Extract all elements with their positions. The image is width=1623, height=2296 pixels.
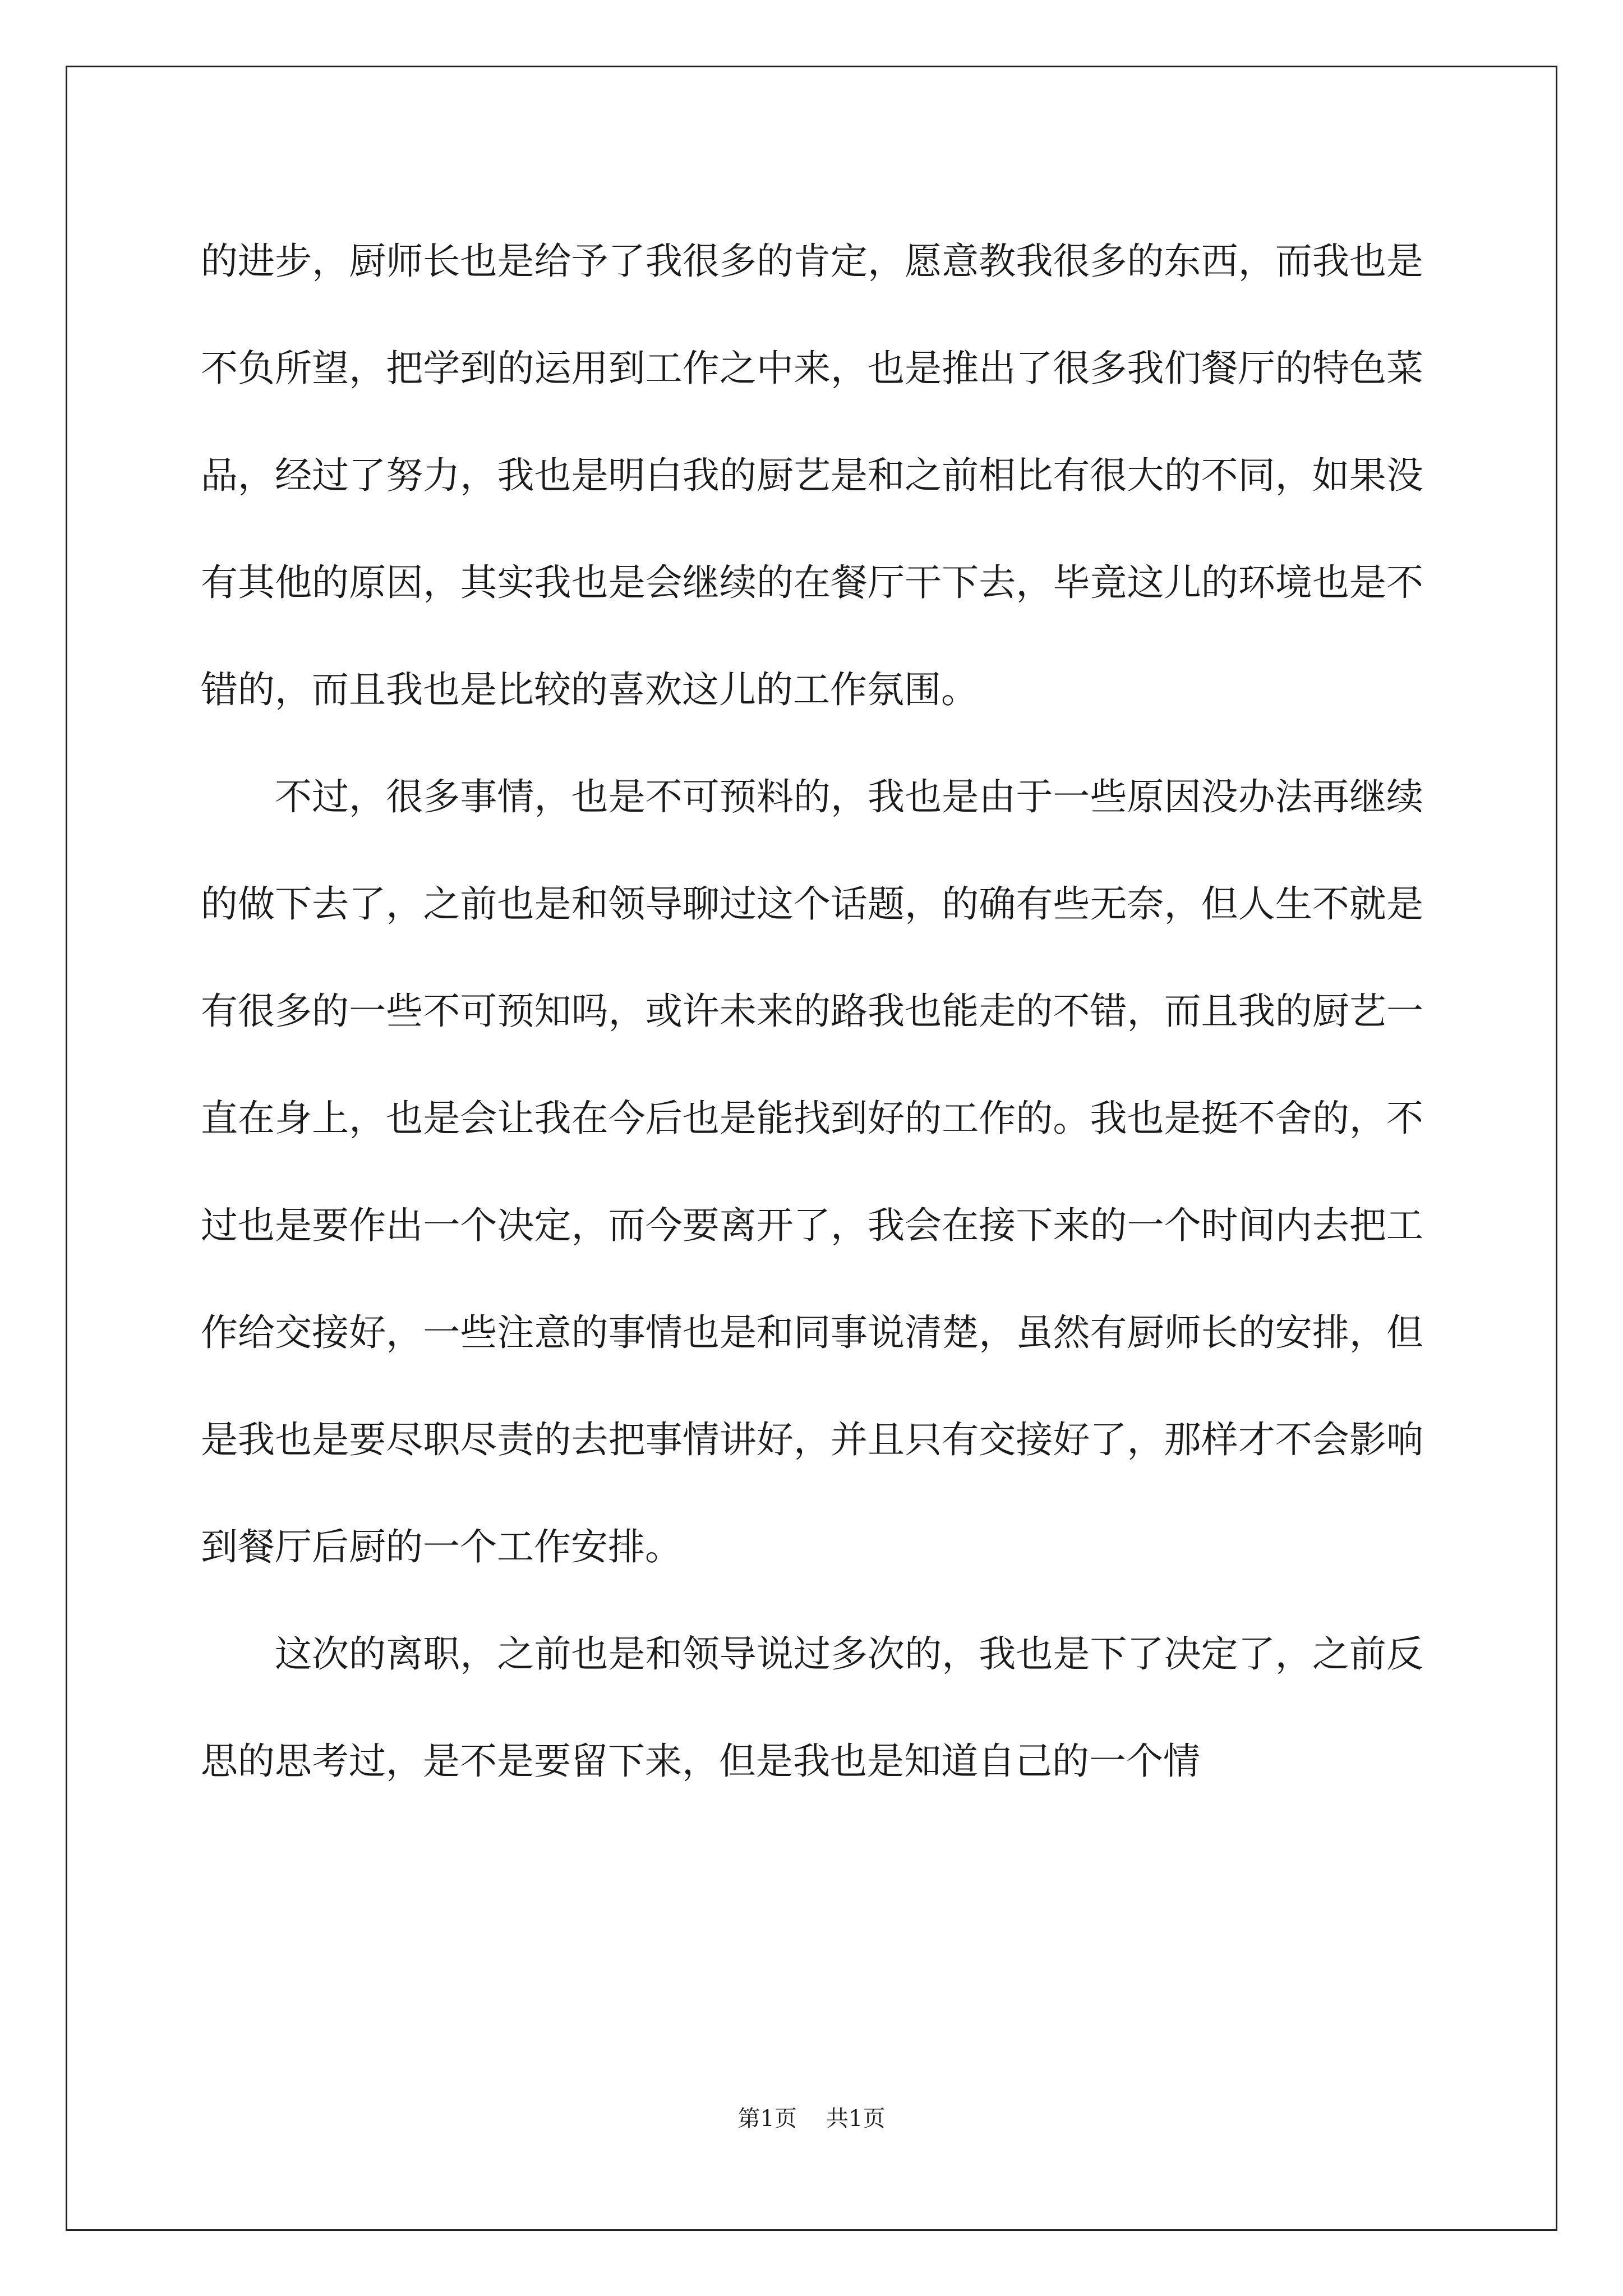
page-total: 共1页 bbox=[826, 2106, 886, 2132]
page-footer bbox=[0, 2101, 1623, 2133]
document-body bbox=[201, 208, 1423, 1815]
paragraph-3: 这次的离职，之前也是和领导说过多次的，我也是下了决定了，之前反思的思考过，是不是要留下来，但是我也是知道自己的一个情 bbox=[201, 1632, 1423, 1783]
paragraph-2: 不过，很多事情，也是不可预料的，我也是由于一些原因没办法再继续的做下去了，之前也是和领导聊过这个话题，的确有些无奈，但人生不就是有很多的一些不可预知吗，或许未来的路我也能走的不错，而且我的厨艺一直在身上，也是会让我在今后也是能找到好的工作的。我也是挺不舍的，不过也是要作出一个决定，而今要离开了，我会在接下来的一个时间内去把工作给交接好，一些注意的事情也是和同事说清楚，虽然有厨师长的安排，但是我也是要尽职尽责的去把事情讲好，并且只有交接好了，那样才不会影响到餐厅后厨的一个工作安排。 bbox=[201, 775, 1423, 1568]
page-number: 第1页 bbox=[737, 2106, 797, 2132]
paragraph-1: 的进步，厨师长也是给予了我很多的肯定，愿意教我很多的东西，而我也是不负所望，把学到的运用到工作之中来，也是推出了很多我们餐厅的特色菜品，经过了努力，我也是明白我的厨艺是和之前相比有很大的不同，如果没有其他的原因，其实我也是会继续的在餐厅干下去，毕竟这儿的环境也是不错的，而且我也是比较的喜欢这儿的工作氛围。 bbox=[201, 240, 1423, 711]
